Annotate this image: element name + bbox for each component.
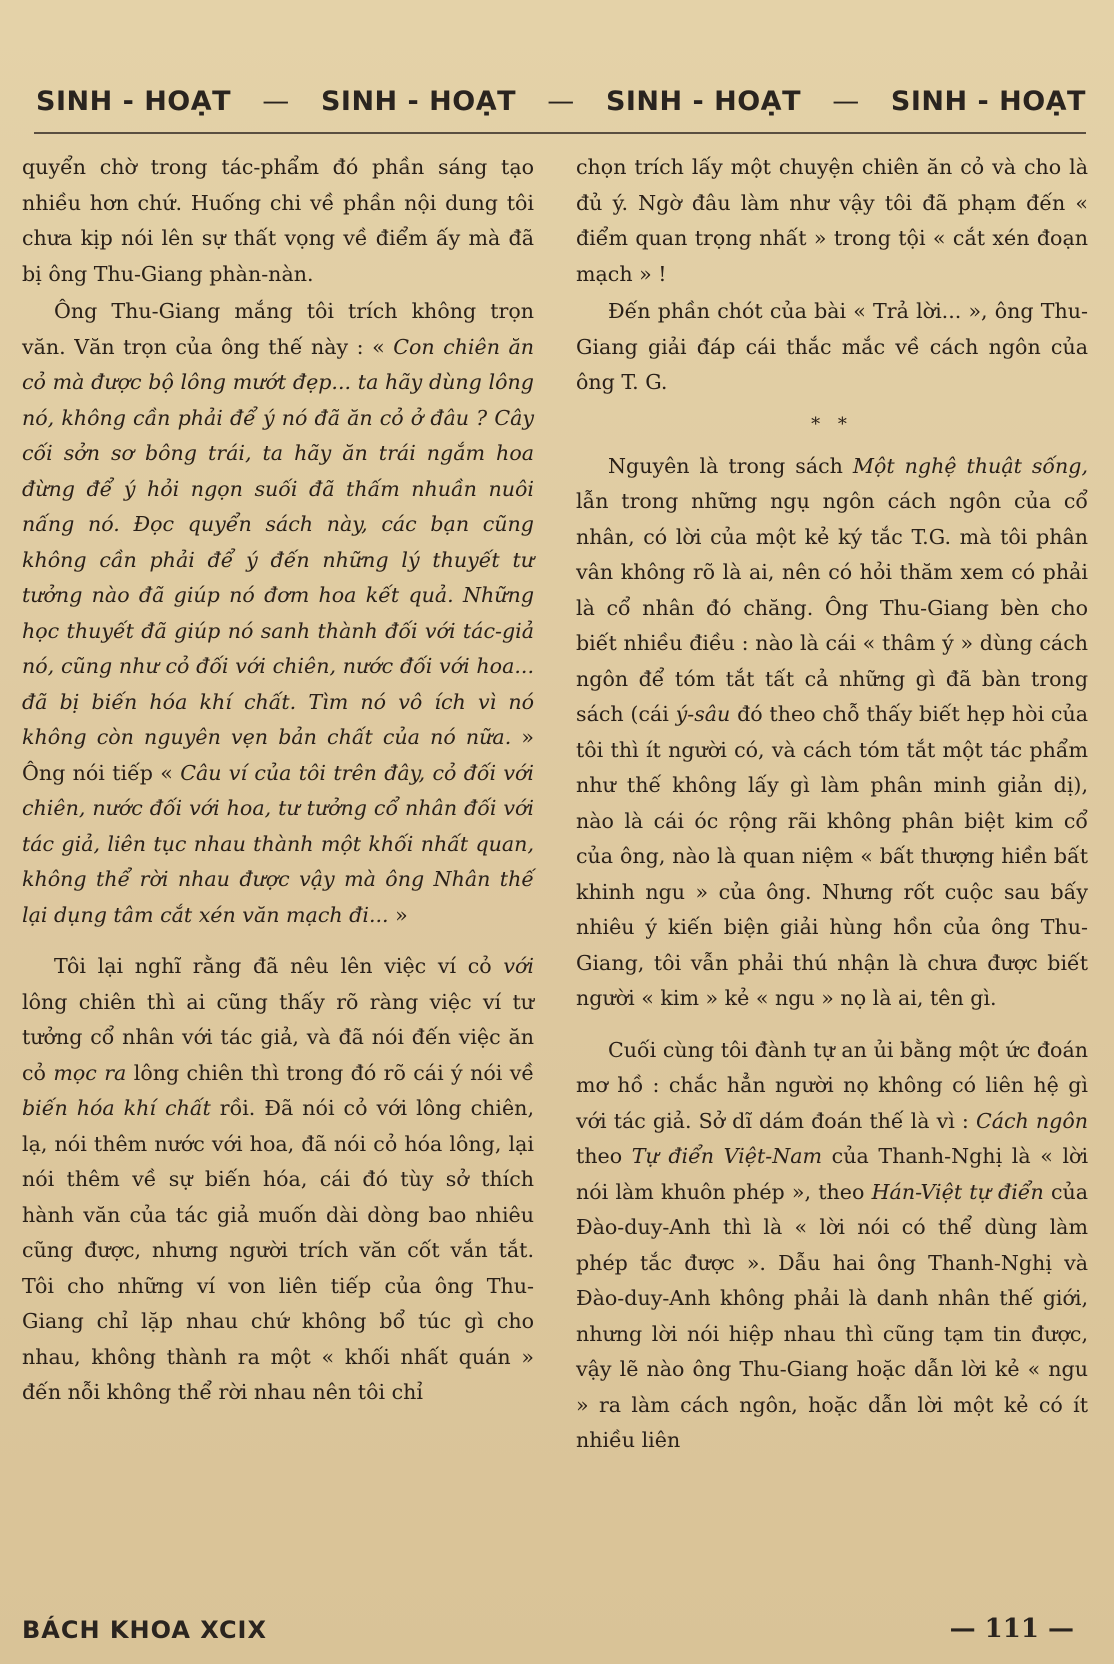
quoted-text: Con chiên ăn cỏ mà được bộ lông mướt đẹp... ta hãy dùng lông nó, không cần phải để ý nó đã ăn cỏ ở đâu ? Cây cối sởn sơ bông trái, ta hãy ăn trái ngắm hoa đừng để ý hỏi ngọn suối đã thấm nhuần nuôi nấng nó. Đọc quyển sách này, các bạn cũng không cần phải để ý đến những lý thuyết tư tưởng nào đã giúp nó đơm hoa kết quả. Những học thuyết đã giúp nó sanh thành đối với tác-giả nó, cũng như cỏ đối với chiên, nước đối với hoa... đã bị biến hóa khí chất. Tìm nó vô ích vì nó không còn nguyên vẹn bản chất của nó nữa. [22, 334, 534, 749]
paragraph [576, 1033, 1088, 1459]
running-header [36, 76, 1086, 126]
text-run: chọn trích lấy một chuyện chiên ăn cỏ và cho là đủ ý. Ngờ đâu làm như vậy tôi đã phạm đến « điểm quan trọng nhất » trong tội « cắt xén đoạn mạch » ! [576, 155, 1088, 286]
header-item: SINH - HOẠT [36, 85, 232, 117]
header-item: SINH - HOẠT [320, 85, 517, 117]
text-run: Tôi lại nghĩ rằng đã nêu lên việc ví cỏ [54, 954, 492, 978]
right-column [576, 150, 1088, 1459]
text-run: theo [576, 1144, 623, 1168]
emphasis: biến hóa khí chất [22, 1096, 211, 1120]
paragraph [22, 949, 534, 1411]
text-run: lông chiên thì trong đó rõ cái ý nói về [133, 1060, 535, 1085]
text-run: đó theo chỗ thấy biết hẹp hòi của tôi thì ít người có, và cách tóm tắt một tác phẩm như thế không lấy gì làm phân minh giản dị), nào là cái óc rộng rãi không phân biệt kim cổ của ông, nào là quan niệm « bất thượng hiền bất khinh ngu » của ông. Nhưng rốt cuộc sau bấy nhiêu ý kiến biện giải hùng hồn của ông Thu-Giang, tôi vẫn phải thú nhận là chưa được biết người « kim » kẻ « ngu » nọ là ai, tên gì. [576, 702, 1088, 1010]
paragraph [22, 294, 534, 933]
header-item: SINH - HOẠT [605, 85, 801, 117]
emphasis: Cách ngôn [975, 1108, 1088, 1133]
emphasis: ý-sâu [675, 702, 731, 726]
publication-name: BÁCH KHOA XCIX [22, 1616, 267, 1644]
header-rule [34, 132, 1086, 134]
emphasis: với [503, 954, 534, 978]
quoted-text: Câu ví của tôi trên đây, cỏ đối với chiên, nước đối với hoa, tư tưởng cổ nhân đối với tác giả, liên tục nhau thành một khối nhất quan, không thể rời nhau được vậy mà ông Nhân thế lại dụng tâm cắt xén văn mạch đi... [22, 760, 535, 927]
paragraph [576, 150, 1088, 292]
paragraph [576, 449, 1088, 1017]
header-separator: — [547, 85, 575, 117]
text-run: rồi. Đã nói cỏ với lông chiên, lạ, nói thêm nước với hoa, đã nói cỏ hóa lông, lại nói thêm về sự biến hóa, cái đó tùy sở thích hành văn của tác giả muốn dài dòng bao nhiêu cũng được, nhưng người trích văn cốt vắn tắt. Tôi cho những ví von liên tiếp của ông Thu-Giang chỉ lặp nhau chứ không bổ túc gì cho nhau, không thành ra một « khối nhất quán » đến nỗi không thể rời nhau nên tôi chỉ [22, 1096, 534, 1404]
paragraph [22, 150, 534, 292]
header-separator: — [832, 85, 860, 117]
text-run: Nguyên là trong sách [608, 453, 843, 478]
text-run: Cuối cùng tôi đành tự an ủi bằng một ức đoán mơ hồ : chắc hẳn người nọ không có liên hệ gì với tác giả. Sở dĩ dám đoán thế là vì : [576, 1037, 1088, 1133]
paragraph [576, 294, 1088, 401]
book-title: Một nghệ thuật sống, [852, 453, 1089, 478]
left-column [22, 150, 534, 1411]
book-title: Tự điển Việt-Nam [631, 1144, 823, 1168]
text-run: quyển chờ trong tác-phẩm đó phần sáng tạo nhiều hơn chứ. Huống chi về phần nội dung tôi chưa kịp nói lên sự thất vọng về điểm ấy mà đã bị ông Thu-Giang phàn-nàn. [22, 155, 534, 286]
book-title: Hán-Việt tự điển [871, 1179, 1044, 1204]
text-run: Đến phần chót của bài « Trả lời... », ông Thu-Giang giải đáp cái thắc mắc về cách ngôn của ông T. G. [576, 299, 1088, 394]
text-run: của Đào-duy-Anh thì là « lời nói có thể dùng làm phép tắc được ». Dẫu hai ông Thanh-Nghị và Đào-duy-Anh không phải là danh nhân thế giới, nhưng lời nói hiệp nhau thì cũng tạm tin được, vậy lẽ nào ông Thu-Giang hoặc dẫn lời kẻ « ngu » ra làm cách ngôn, hoặc dẫn lời một kẻ có ít nhiều liên [576, 1179, 1089, 1452]
text-run: của Thanh-Nghị là « lời nói làm khuôn phép », theo [576, 1144, 1089, 1204]
section-divider-stars: * * [811, 413, 853, 435]
text-run: lẫn trong những ngụ ngôn cách ngôn của cổ nhân, có lời của một kẻ ký tắc T.G. mà tôi phân vân không rõ là ai, nên có hỏi thăm xem có phải là cổ nhân đó chăng. Ông Thu-Giang bèn cho biết nhiều điều : nào là cái « thâm ý » dùng cách ngôn để tóm tắt tất cả những gì đã bàn trong sách (cái [576, 489, 1088, 726]
emphasis: mọc ra [53, 1060, 127, 1085]
text-run: Ông Thu-Giang mắng tôi trích không trọn văn. Văn trọn của ông thế này : « [22, 299, 534, 359]
header-separator: — [262, 85, 290, 117]
text-run: lông chiên thì ai cũng thấy rõ ràng việc ví tư tưởng cổ nhân với tác giả, và đã nói đến việc ăn cỏ [22, 989, 534, 1085]
text-run: » Ông nói tiếp « [22, 725, 534, 785]
header-item: SINH - HOẠT [890, 85, 1086, 117]
page-number: — 111 — [949, 1614, 1074, 1644]
text-run: » [395, 902, 408, 927]
